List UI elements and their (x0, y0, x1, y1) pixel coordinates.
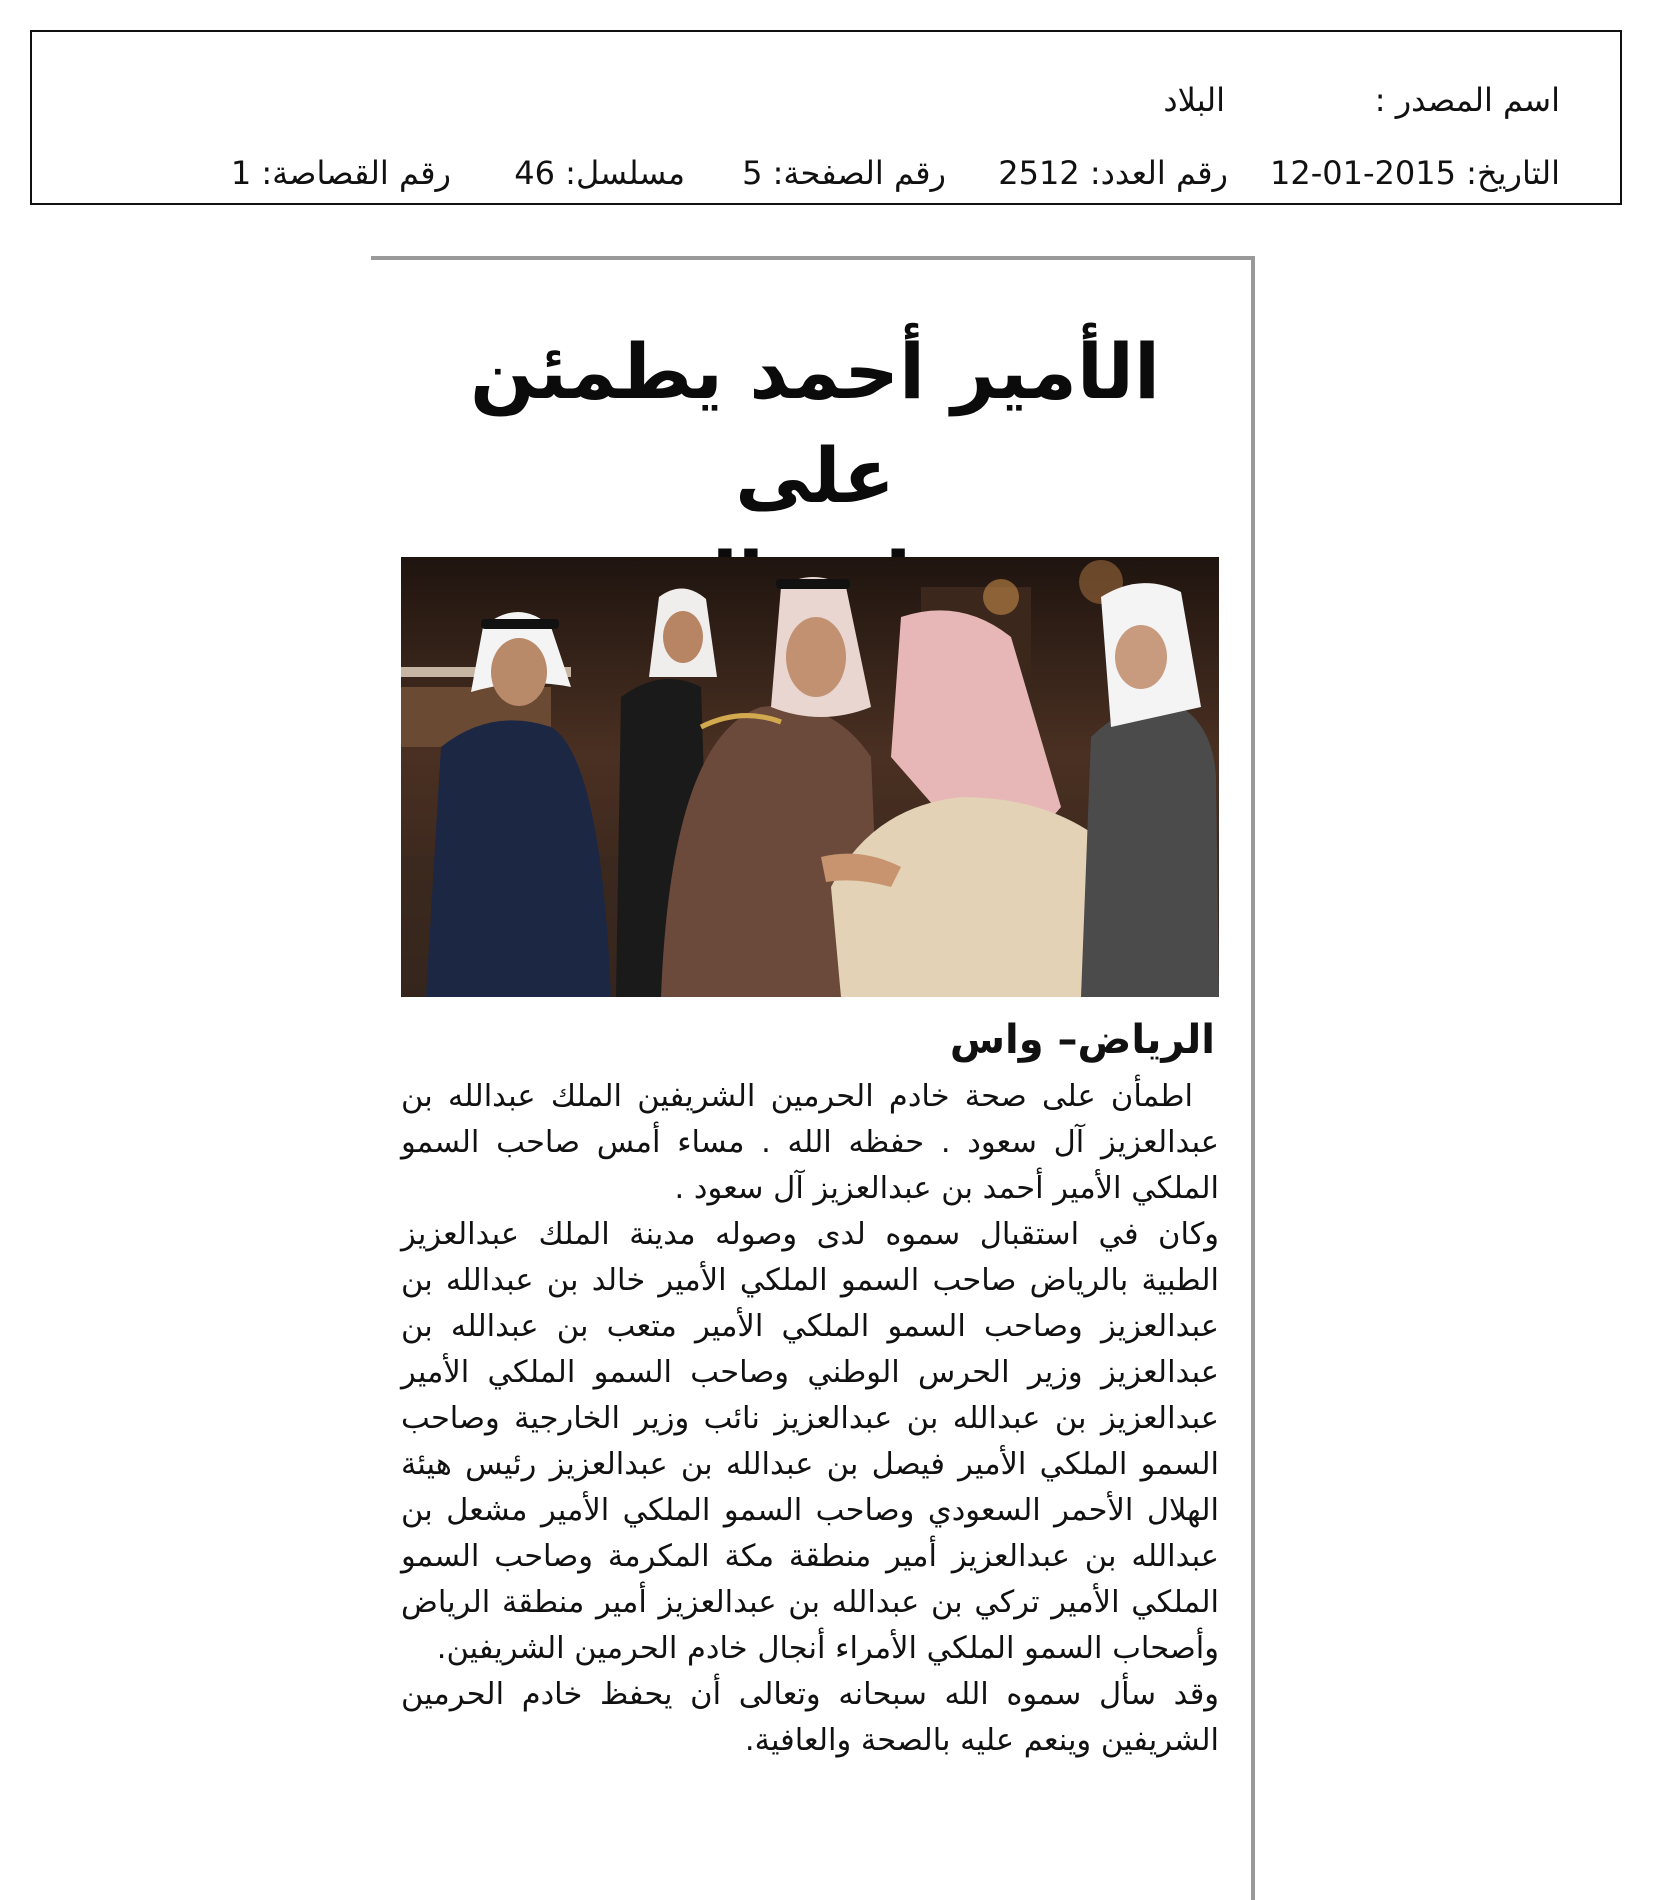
clipping-frame-right (1251, 256, 1255, 1900)
article-paragraph-2: وكان في استقبال سموه لدى وصوله مدينة الملك عبدالعزيز الطبية بالرياض صاحب السمو الملكي الأمير خالد بن عبدالله بن عبدالعزيز وصاحب السمو الملكي الأمير متعب بن عبدالله بن عبدالعزيز وزير الحرس الوطني وصاحب السمو الملكي الأمير عبدالعزيز بن عبدالله بن عبدالعزيز نائب وزير الخارجية وصاحب السمو الملكي الأمير فيصل بن عبدالله بن عبدالعزيز رئيس هيئة الهلال الأحمر السعودي وصاحب السمو الملكي الأمير مشعل بن عبدالله بن عبدالعزيز أمير منطقة مكة المكرمة وصاحب السمو الملكي الأمير تركي بن عبدالله بن عبدالعزيز أمير منطقة الرياض وأصحاب السمو الملكي الأمراء أنجال خادم الحرمين الشريفين. (401, 1217, 1219, 1666)
news-photo (401, 557, 1219, 997)
page-number-field: رقم الصفحة: 5 (742, 154, 946, 192)
photo-illustration (401, 557, 1219, 997)
headline-line-1: الأمير أحمد يطمئن على (469, 327, 1160, 520)
clipping-metadata-box (30, 30, 1622, 205)
date-field: التاريخ: 2015-01-12 (1270, 154, 1560, 192)
source-value: البلاد (1163, 81, 1225, 119)
article-dateline: الرياض– واس (949, 1017, 1215, 1063)
clipping-frame-top (371, 256, 1254, 260)
article-body (401, 1074, 1219, 1764)
source-label: اسم المصدر : (1374, 81, 1560, 119)
article-paragraph-1: اطمأن على صحة خادم الحرمين الشريفين الملك عبدالله بن عبدالعزيز آل سعود . حفظه الله . مساء أمس صاحب السمو الملكي الأمير أحمد بن عبدالعزيز آل سعود . (401, 1079, 1219, 1206)
article-paragraph-3: وقد سأل سموه الله سبحانه وتعالى أن يحفظ خادم الحرمين الشريفين وينعم عليه بالصحة والعافية. (401, 1677, 1219, 1758)
clip-number-field: رقم القصاصة: 1 (230, 154, 451, 192)
serial-field: مسلسل: 46 (514, 154, 685, 192)
issue-number-field: رقم العدد: 2512 (998, 154, 1228, 192)
